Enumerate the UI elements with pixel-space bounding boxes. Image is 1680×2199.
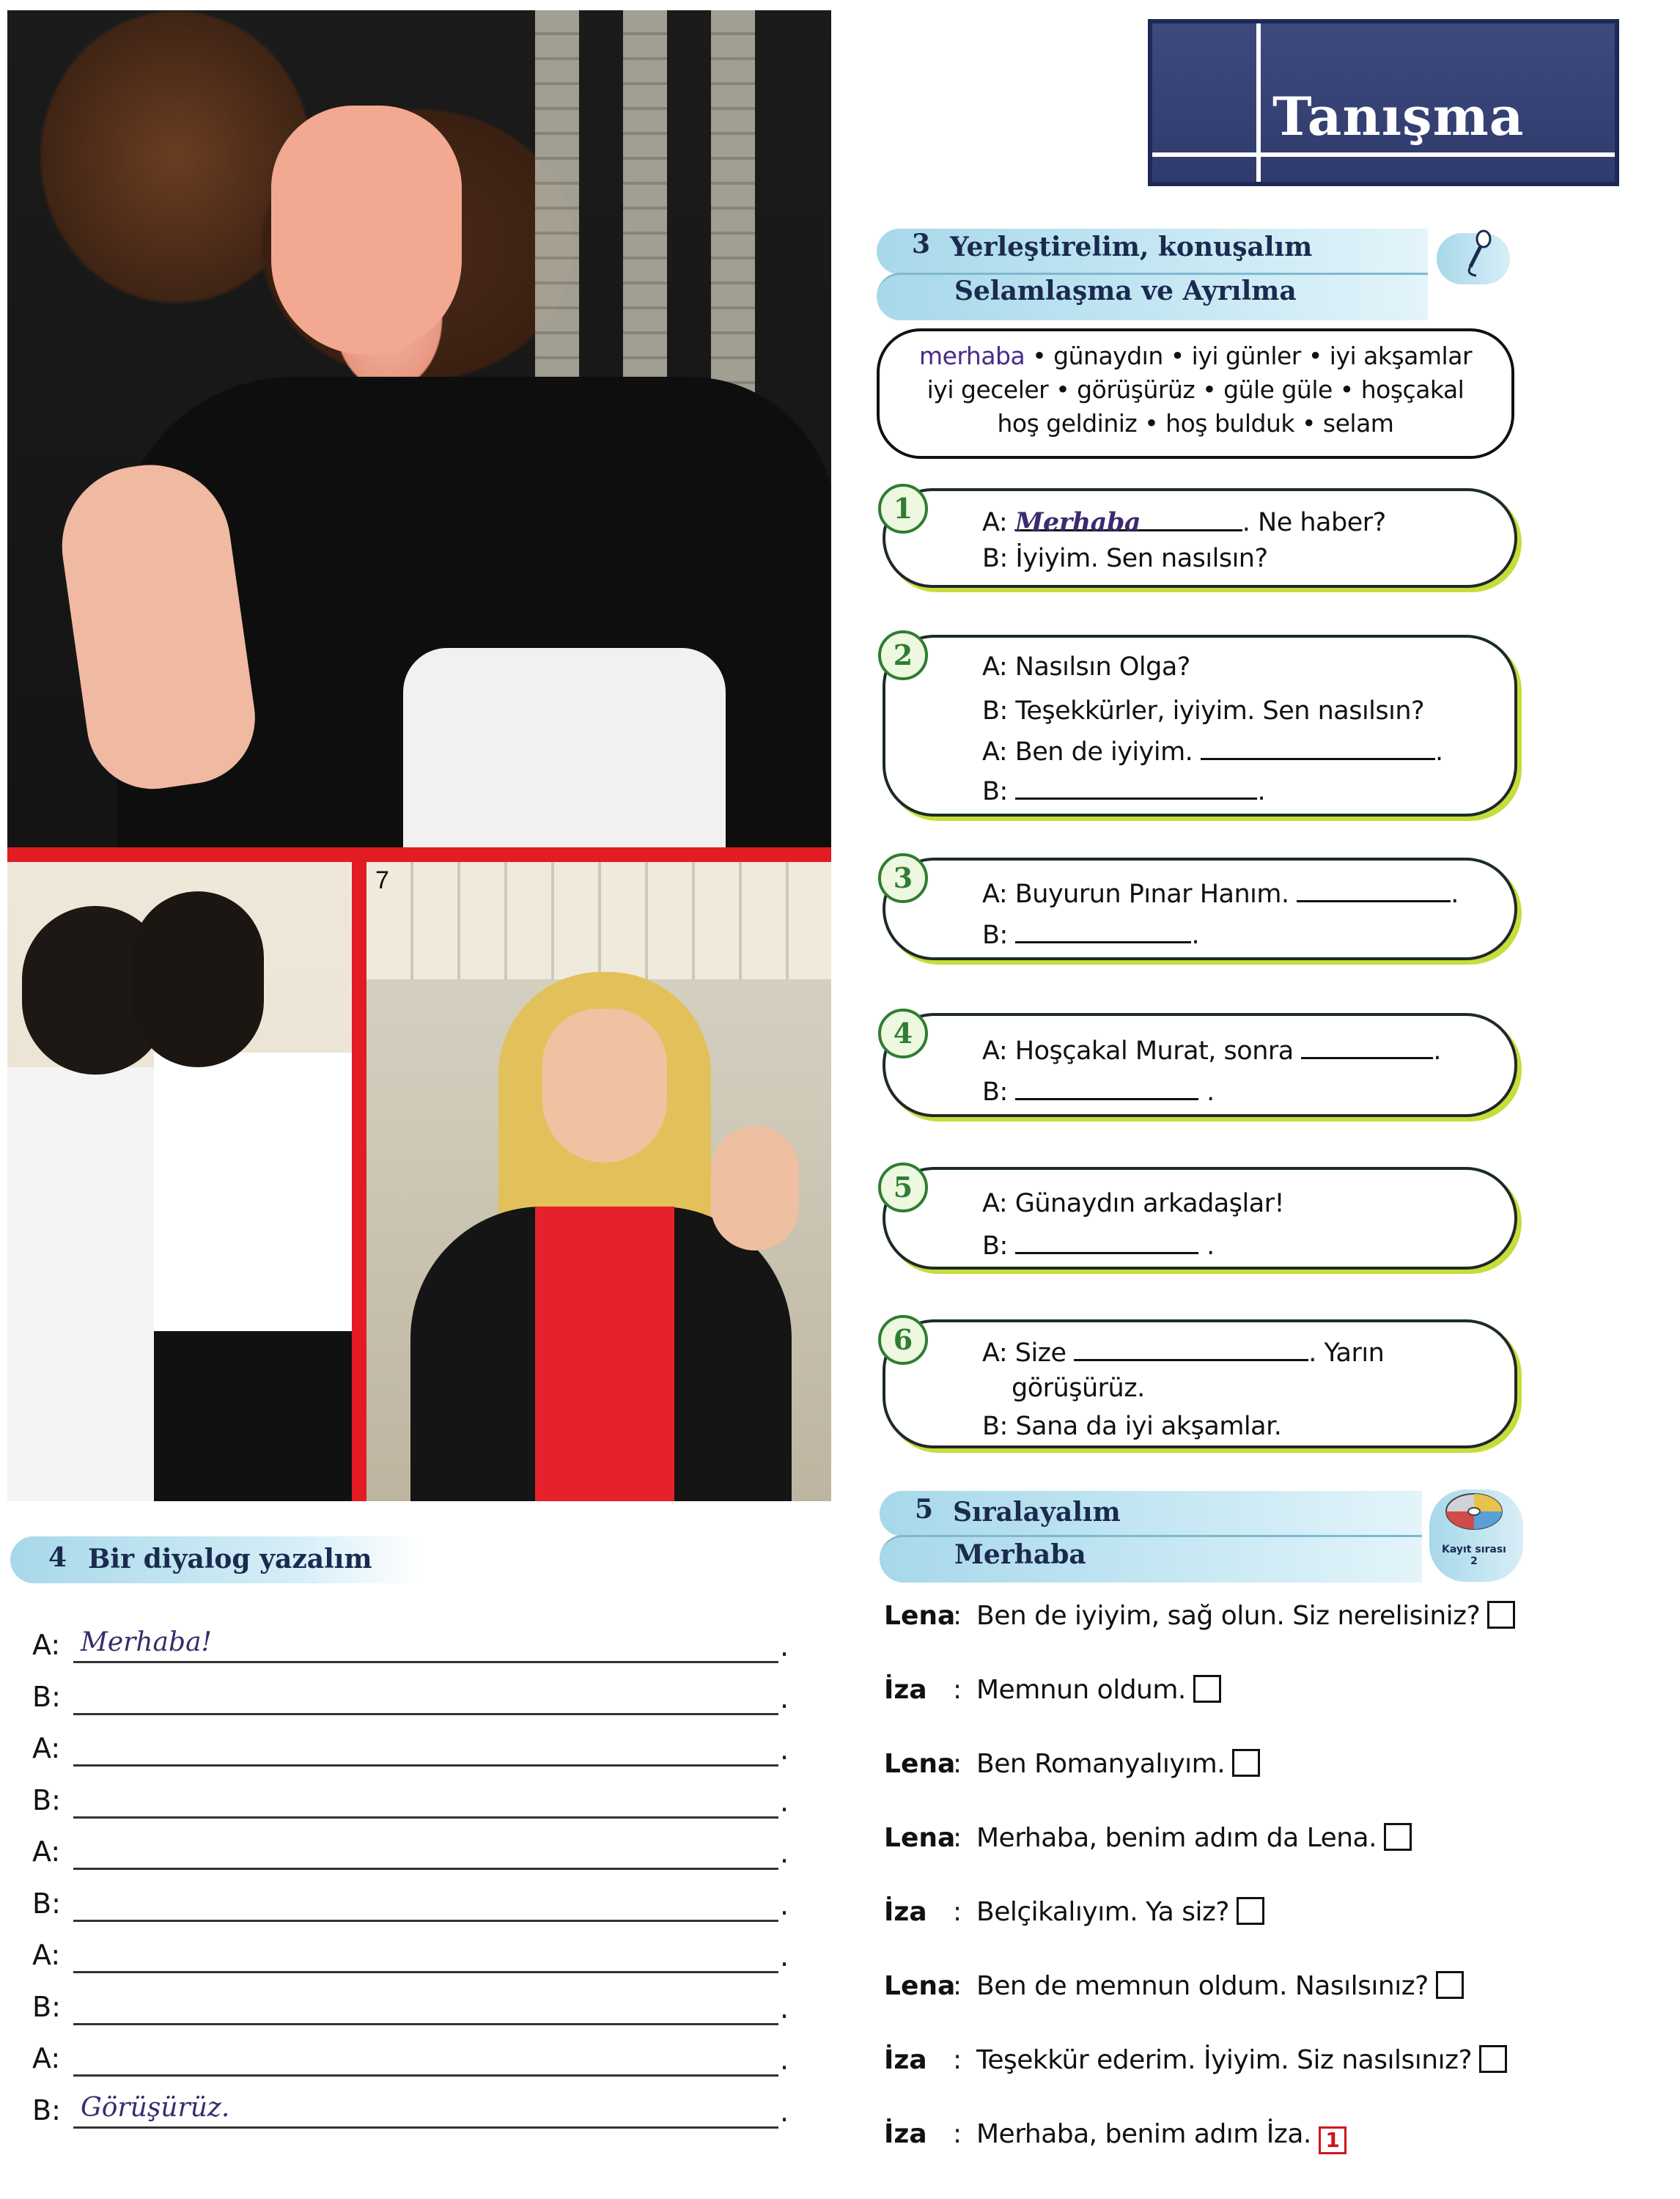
word-bank-line-1-rest: • günaydın • iyi günler • iyi akşamlar [1025,342,1473,370]
dialog-5-line-1: A: Günaydın arkadaşlar! [982,1189,1285,1218]
dialog-5-line-2-text: B: [982,1231,1008,1261]
dialog-2-line-3: A: Ben de iyiyim. . [982,737,1443,767]
write-line-speaker: A: [32,1939,61,1971]
order-item-colon: : [953,1823,962,1853]
section3-title: Yerleştirelim, konuşalım [950,232,1313,262]
write-line-period: . [780,2095,789,2128]
dialog-number-4: 4 [878,1009,928,1058]
word-bank-line-2: iyi geceler • görüşürüz • güle güle • hoşçakal [926,375,1465,404]
word-bank-first-word: merhaba [918,342,1025,370]
cd-icon [1443,1491,1506,1532]
order-checkbox[interactable] [1193,1675,1221,1703]
write-line-speaker: B: [32,1783,61,1816]
order-item-speaker: İza [884,1897,927,1927]
order-checkbox[interactable] [1487,1601,1515,1629]
dialog-4-line-1-text: A: Hoşçakal Murat, sonra [982,1036,1294,1066]
order-item-colon: : [953,2119,962,2149]
write-line-period: . [780,1992,789,2025]
dialog-box-6 [883,1319,1517,1448]
write-line-blank[interactable] [73,1713,778,1715]
order-checkbox[interactable] [1237,1897,1264,1925]
write-line-blank[interactable] [73,1764,778,1767]
dialog-number-6: 6 [878,1315,928,1365]
dialog-2-line-4: B: . [982,777,1266,806]
write-line-speaker: B: [32,1990,61,2023]
section5-title: Sıralayalım [953,1497,1121,1528]
dialog-6-line-2: görüşürüz. [1012,1374,1145,1403]
order-checkbox[interactable] [1479,2045,1507,2073]
dialog-6-line-1-a: A: Size [982,1338,1066,1368]
write-line-blank[interactable] [73,1868,778,1870]
order-item-text: Merhaba, benim adım da Lena. [976,1823,1377,1853]
order-checkbox[interactable] [1436,1971,1464,1999]
dialog-box-4 [883,1013,1517,1117]
order-item [976,1675,1221,1705]
write-line-speaker: B: [32,1680,61,1713]
order-item [976,2045,1507,2075]
track-label [1434,1544,1514,1567]
order-item-colon: : [953,1749,962,1779]
order-item-speaker: İza [884,1675,927,1705]
dialog-4-line-2-text: B: [982,1078,1008,1107]
dialog-6-blank-1[interactable] [1074,1337,1308,1361]
section3-number: 3 [912,229,931,259]
write-line-period: . [780,1630,789,1662]
dialog-1-line-a [982,507,1386,537]
order-checkbox[interactable]: 1 [1319,2126,1346,2154]
dialog-4-line-1: A: Hoşçakal Murat, sonra . [982,1036,1441,1066]
write-line-answer: Merhaba! [81,1627,212,1657]
dialog-4-blank-2[interactable] [1015,1076,1198,1100]
order-item-speaker: Lena [884,1749,956,1779]
photo-number: 7 [375,866,389,894]
microphone-icon [1459,229,1503,280]
dialog-4-line-2: B: . [982,1078,1215,1107]
order-item-text: Ben de memnun oldum. Nasılsınız? [976,1971,1429,2001]
dialog-6-line-3: B: Sana da iyi akşamlar. [982,1412,1282,1441]
section4-title: Bir diyalog yazalım [88,1544,372,1574]
order-item-text: Memnun oldum. [976,1675,1186,1705]
order-item-speaker: Lena [884,1971,956,2001]
dialog-3-blank-1[interactable] [1297,878,1451,902]
write-line-speaker: A: [32,1629,61,1661]
order-item-colon: : [953,1601,962,1631]
write-line-answer: Görüşürüz. [81,2092,230,2123]
order-item-speaker: Lena [884,1601,956,1631]
dialog-1-a-suffix: . Ne haber? [1242,508,1386,537]
dialog-6-line-1 [982,1337,1384,1368]
dialog-3-line-1: A: Buyurun Pınar Hanım. . [982,880,1459,909]
order-item [976,1971,1464,2001]
order-item-colon: : [953,2045,962,2075]
order-item [976,1749,1260,1779]
word-bank-line-3: hoş geldiniz • hoş bulduk • selam [997,409,1394,438]
order-item [976,1897,1264,1927]
write-line-speaker: A: [32,2042,61,2074]
order-checkbox[interactable] [1384,1823,1412,1851]
photo-men-greeting [7,862,352,1501]
write-line-speaker: B: [32,2093,61,2126]
dialog-6-line-1-b: . Yarın [1308,1338,1385,1368]
section5-number: 5 [915,1494,934,1525]
write-line-period: . [780,1785,789,1818]
order-item [976,1601,1515,1631]
write-line-period: . [780,1837,789,1869]
dialog-1-line-b: B: İyiyim. Sen nasılsın? [982,544,1268,573]
order-item-colon: : [953,1971,962,2001]
dialog-box-1 [883,488,1517,588]
order-item-colon: : [953,1897,962,1927]
order-item-text: Ben Romanyalıyım. [976,1749,1226,1779]
write-line-period: . [780,1682,789,1714]
write-line-blank[interactable] [73,1816,778,1819]
page-title-banner [1148,19,1619,186]
order-item-speaker: İza [884,2045,927,2075]
dialog-2-line-4-text: B: [982,777,1008,806]
write-line-period: . [780,1940,789,1973]
dialog-number-1: 1 [878,484,928,534]
order-item-text: Ben de iyiyim, sağ olun. Siz nerelisiniz? [976,1601,1481,1631]
write-line-speaker: B: [32,1887,61,1920]
dialog-box-5 [883,1167,1517,1270]
order-item-speaker: Lena [884,1823,956,1853]
order-item-text: Merhaba, benim adım İza. [976,2119,1311,2149]
dialog-2-blank-2[interactable] [1015,776,1257,800]
write-line-blank[interactable] [73,1971,778,1973]
dialog-3-line-2: B: . [982,921,1200,950]
write-line-speaker: A: [32,1732,61,1764]
write-line-period: . [780,2044,789,2076]
dialog-3-line-1-text: A: Buyurun Pınar Hanım. [982,880,1289,909]
photo-hugging-women [7,10,831,847]
dialog-1-a-prefix: A: [982,508,1008,537]
write-line-blank[interactable] [73,1661,778,1663]
dialog-4-blank-1[interactable] [1301,1035,1433,1059]
word-bank [877,328,1514,459]
write-line-blank[interactable] [73,2074,778,2077]
dialog-3-blank-2[interactable] [1015,919,1191,943]
order-checkbox[interactable] [1232,1749,1260,1777]
section5-subtitle: Merhaba [954,1539,1086,1570]
dialog-2-line-2: B: Teşekkürler, iyiyim. Sen nasılsın? [982,696,1425,726]
dialog-box-3 [883,858,1517,960]
photo-girl-waving [366,862,831,1501]
order-item-speaker: İza [884,2119,927,2149]
word-bank-line-1 [880,342,1511,370]
write-line-blank[interactable] [73,2126,778,2129]
dialog-number-2: 2 [878,630,928,680]
dialog-1-answer[interactable]: Merhaba [1015,507,1242,531]
section3-subtitle: Selamlaşma ve Ayrılma [954,276,1297,306]
track-number: 2 [1470,1555,1478,1567]
write-line-period: . [780,1888,789,1921]
dialog-2-line-1: A: Nasılsın Olga? [982,652,1190,682]
dialog-3-line-2-text: B: [982,921,1008,950]
dialog-2-line-3-text: A: Ben de iyiyim. [982,737,1193,767]
write-line-period: . [780,1734,789,1766]
dialog-5-blank-1[interactable] [1015,1230,1198,1254]
order-item [976,2119,1346,2154]
write-line-blank[interactable] [73,2023,778,2025]
order-item-text: Belçikalıyım. Ya siz? [976,1897,1229,1927]
order-item-colon: : [953,1675,962,1705]
order-item [976,1823,1412,1853]
section4-number: 4 [48,1542,67,1573]
page-title: Tanışma [1272,85,1525,147]
dialog-box-2 [883,635,1517,817]
track-label-text: Kayıt sırası [1442,1544,1506,1555]
order-item-text: Teşekkür ederim. İyiyim. Siz nasılsınız? [976,2045,1473,2075]
write-line-speaker: A: [32,1835,61,1868]
write-line-blank[interactable] [73,1920,778,1922]
dialog-number-3: 3 [878,853,928,903]
dialog-5-line-2: B: . [982,1231,1215,1261]
dialog-2-blank-1[interactable] [1201,736,1435,760]
dialog-number-5: 5 [878,1163,928,1212]
